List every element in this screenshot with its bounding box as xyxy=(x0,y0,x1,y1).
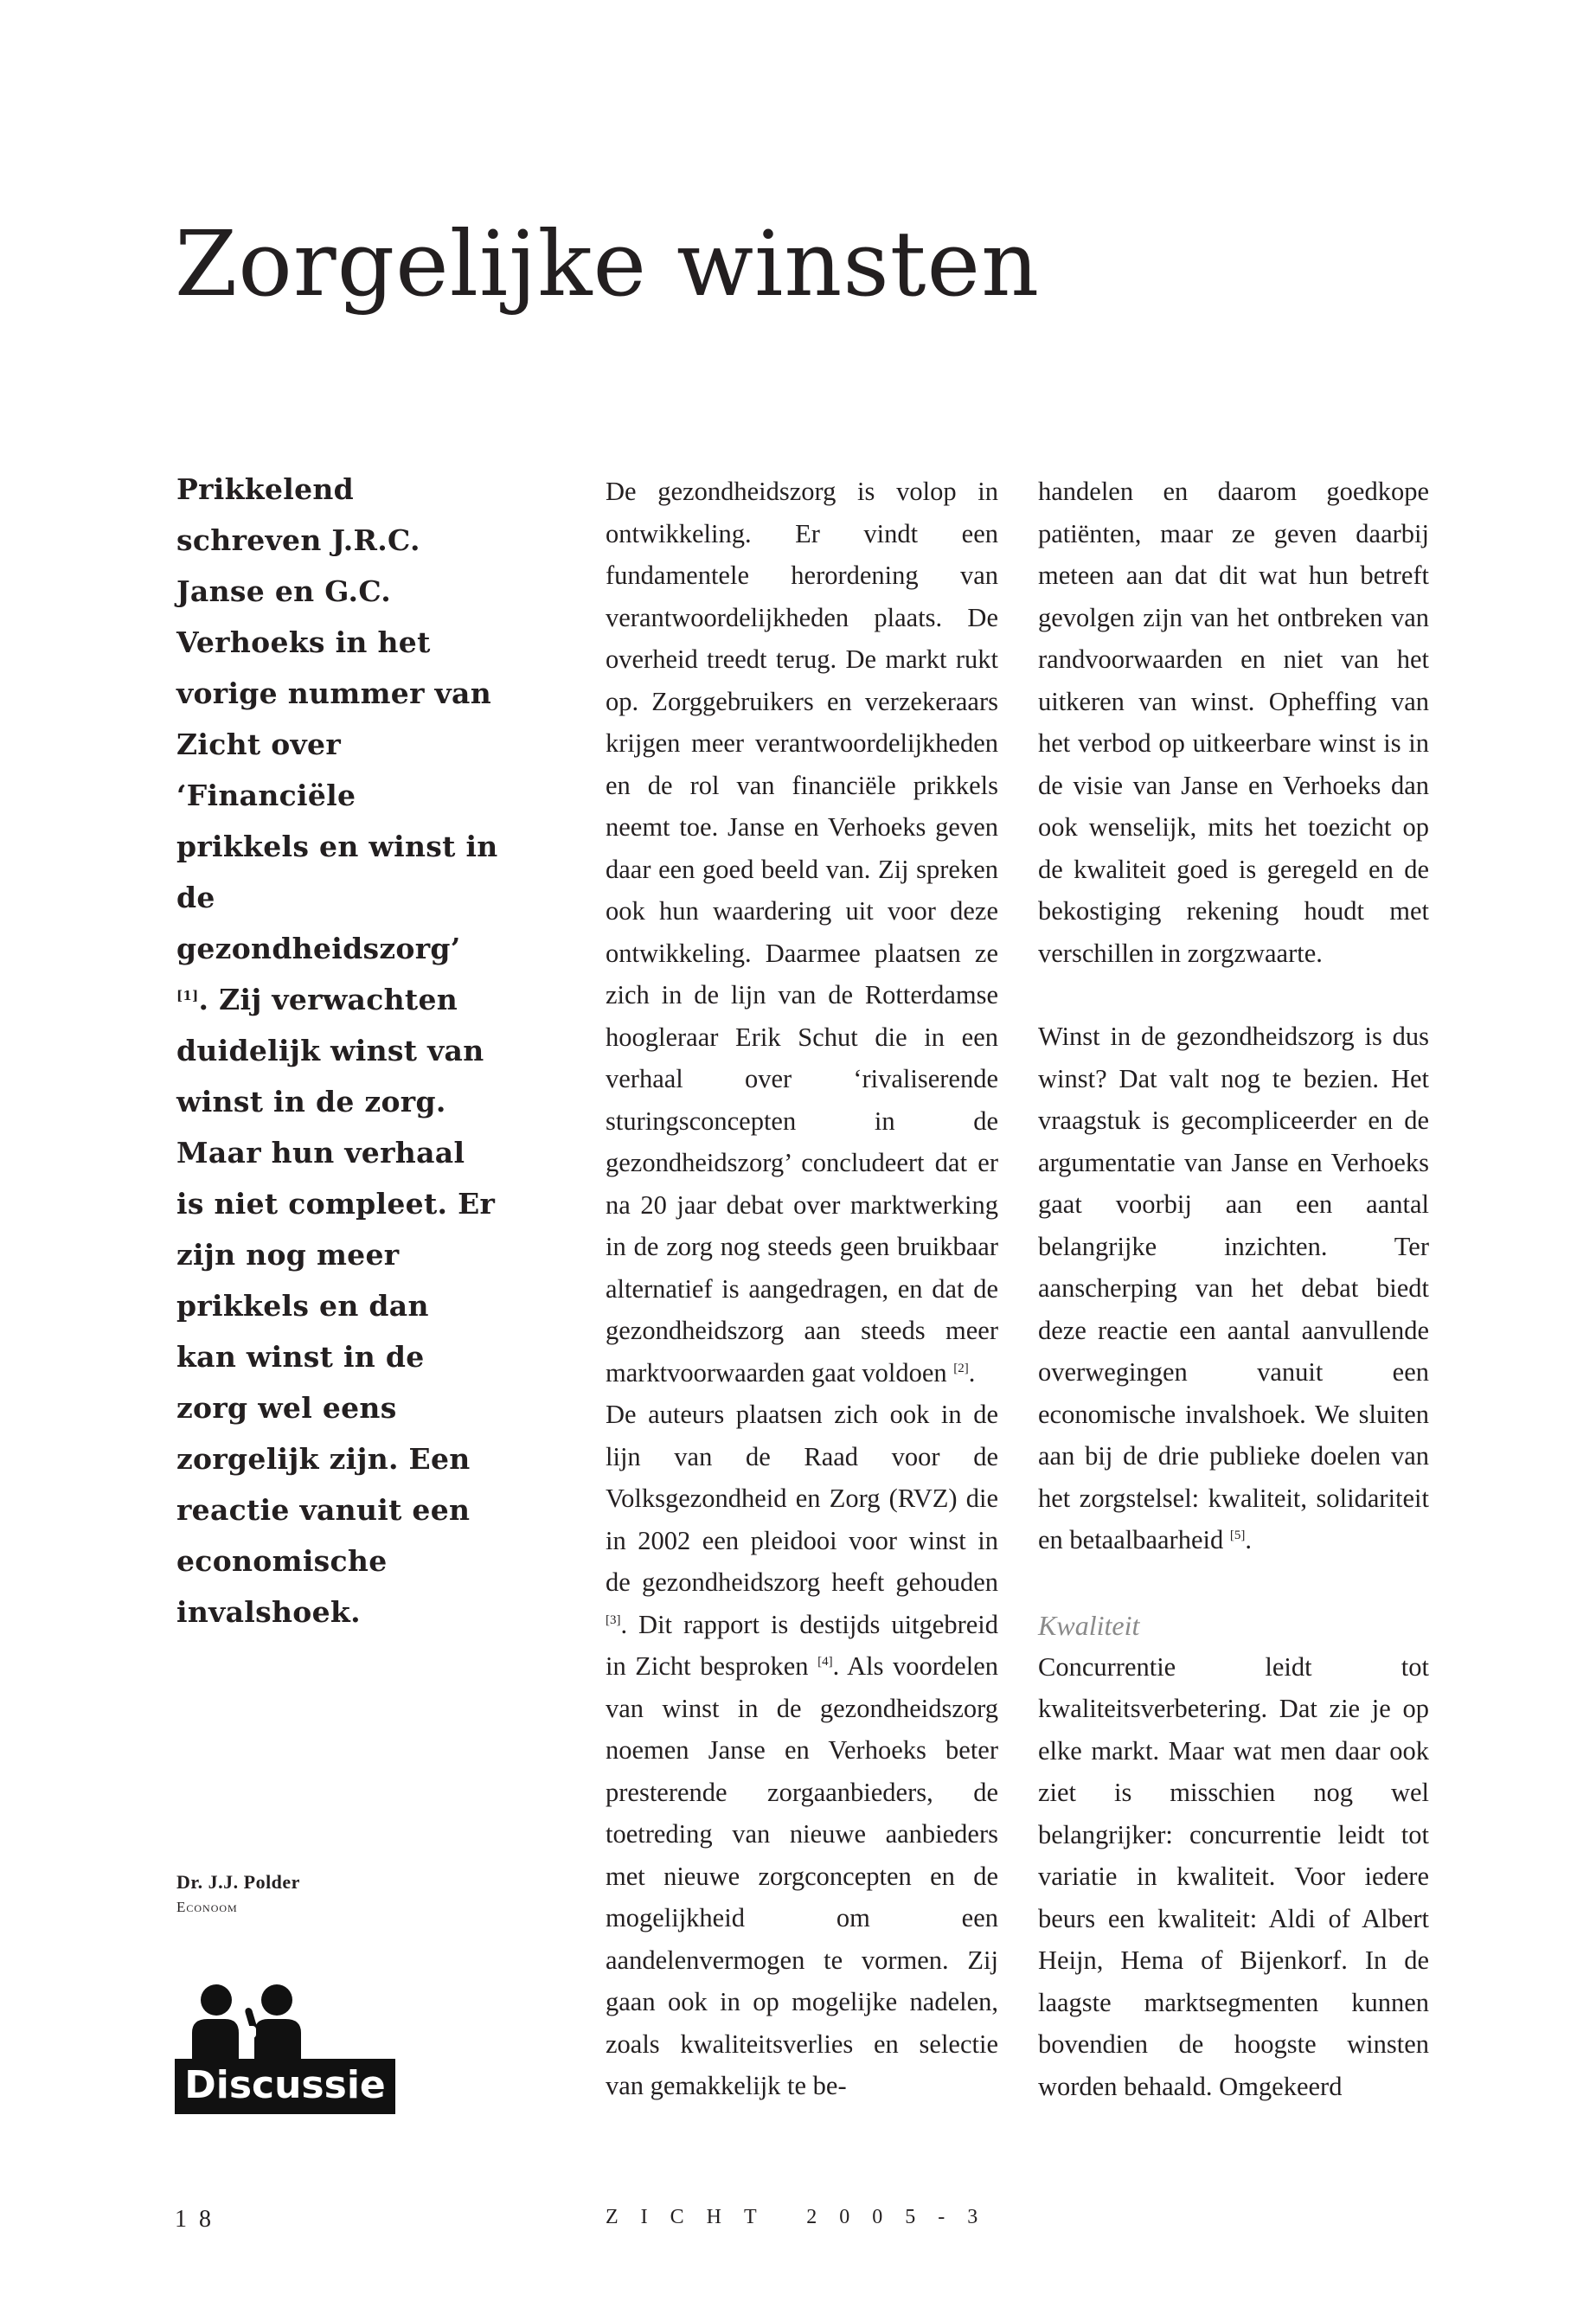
paragraph-text: . Dit rapport is destijds uitgebreid in Zicht besproken xyxy=(606,1609,998,1681)
page-title: Zorgelijke winsten xyxy=(175,211,1041,317)
paragraph-text: De auteurs plaatsen zich ook in de lijn van de Raad voor de Volksgezondheid en Zorg (RVZ) die in 2002 een pleidooi voor winst in de gezondheidszorg heeft gehouden xyxy=(606,1400,998,1597)
paragraph-text: . Als voordelen van winst in de gezondheidszorg noemen Janse en Verhoeks beter presterende zorgaanbieders, de toetreding van nieuwe aanbieders met nieuwe zorgconcepten en de mogelijkheid om een aandelenvermogen te vormen. Zij gaan ook in op mogelijke nadelen, zoals kwaliteitsverlies en selectie van gemakkelijk te be- xyxy=(606,1651,998,2100)
intro-lead xyxy=(176,464,498,1638)
footnote-ref[interactable]: [4] xyxy=(817,1655,833,1669)
intro-text-start: Prikkelend schreven J.R.C. Janse en G.C. Verhoeks in het vorige nummer van Zicht over ‘Financiële prikkels en winst in de gezondheidszorg’ xyxy=(176,472,498,965)
paragraph xyxy=(1038,1016,1429,1561)
page-number: 18 xyxy=(175,2206,223,2233)
discussie-logo xyxy=(175,1981,395,2115)
paragraph-text: De gezondheidszorg is volop in ontwikkeling. Er vindt een fundamentele herordening van verantwoordelijkheden plaats. De overheid treedt terug. De markt rukt op. Zorggebruikers en verzekeraars krijgen meer verantwoordelijkheden en de rol van financiële prikkels neemt toe. Janse en Verhoeks geven daar een goed beeld van. Zij spreken ook hun waardering uit voor deze ontwikkeling. Daarmee plaatsen ze zich in de lijn van de Rotterdamse hoogleraar Erik Schut die in een verhaal over ‘rivaliserende sturingsconcepten in de gezondheidszorg’ concludeert dat er na 20 jaar debat over marktwerking in de zorg nog steeds geen bruikbaar alternatief is aangedragen, en dat de gezondheidszorg aan steeds meer marktvoorwaarden gaat voldoen xyxy=(606,477,998,1388)
footnote-ref[interactable]: [3] xyxy=(606,1612,621,1627)
intro-text-end: . Zij verwachten duidelijk winst van winst in de zorg. Maar hun verhaal is niet compleet. Er zijn nog meer prikkels en dan kan winst in de zorg wel eens zorgelijk zijn. Een reactie vanuit een economische invalshoek. xyxy=(176,983,496,1629)
paragraph-text: Winst in de gezondheidszorg is dus winst? Dat valt nog te bezien. Het vraagstuk is gecompliceerder en de argumentatie van Janse en Verhoeks gaat voorbij aan een aantal belangrijke inzichten. Ter aanscherping van het debat biedt deze reactie een aantal aanvullende overwegingen vanuit een economische invalshoek. We sluiten aan bij de drie publieke doelen van het zorgstelsel: kwaliteit, solidariteit en betaalbaarheid xyxy=(1038,1022,1429,1554)
paragraph-text: . xyxy=(968,1357,976,1388)
body-column-3 xyxy=(1038,471,1429,2107)
footnote-ref[interactable]: [2] xyxy=(953,1361,969,1375)
author-byline xyxy=(176,1871,300,1916)
footnote-ref[interactable]: [5] xyxy=(1229,1529,1246,1542)
two-people-discussing-icon xyxy=(175,1981,395,2063)
author-name: Dr. J.J. Polder xyxy=(176,1871,300,1893)
paragraph xyxy=(606,471,998,1394)
author-role: Econoom xyxy=(176,1899,238,1915)
paragraph xyxy=(606,1394,998,2107)
logo-label: Discussie xyxy=(184,2063,386,2107)
body-column-2 xyxy=(606,471,998,2107)
section-heading: Kwaliteit xyxy=(1038,1609,1140,1641)
journal-info: ZICHT 2005-3 xyxy=(606,2206,1001,2228)
footnote-ref[interactable]: [1] xyxy=(176,988,199,1003)
paragraph-text: . xyxy=(1245,1525,1252,1554)
paragraph: handelen en daarom goedkope patiënten, maar ze geven daarbij meteen aan dat dit wat hun betreft gevolgen zijn van het ontbreken van randvoorwaarden en niet van het uitkeren van winst. Opheffing van het verbod op uitkeerbare winst is in de visie van Janse en Verhoeks dan ook wenselijk, mits het toezicht op de kwaliteit goed is geregeld en de bekostiging rekening houdt met verschillen in zorgzwaarte. xyxy=(1038,477,1429,968)
paragraph: Concurrentie leidt tot kwaliteitsverbetering. Dat zie je op elke markt. Maar wat men daar ook ziet is misschien nog wel belangrijker: concurrentie leidt tot variatie in kwaliteit. Voor iedere beurs een kwaliteit: Aldi of Albert Heijn, Hema of Bijenkorf. In de laagste marktsegmenten kunnen bovendien de hoogste winsten worden behaald. Omgekeerd xyxy=(1038,1651,1429,2101)
